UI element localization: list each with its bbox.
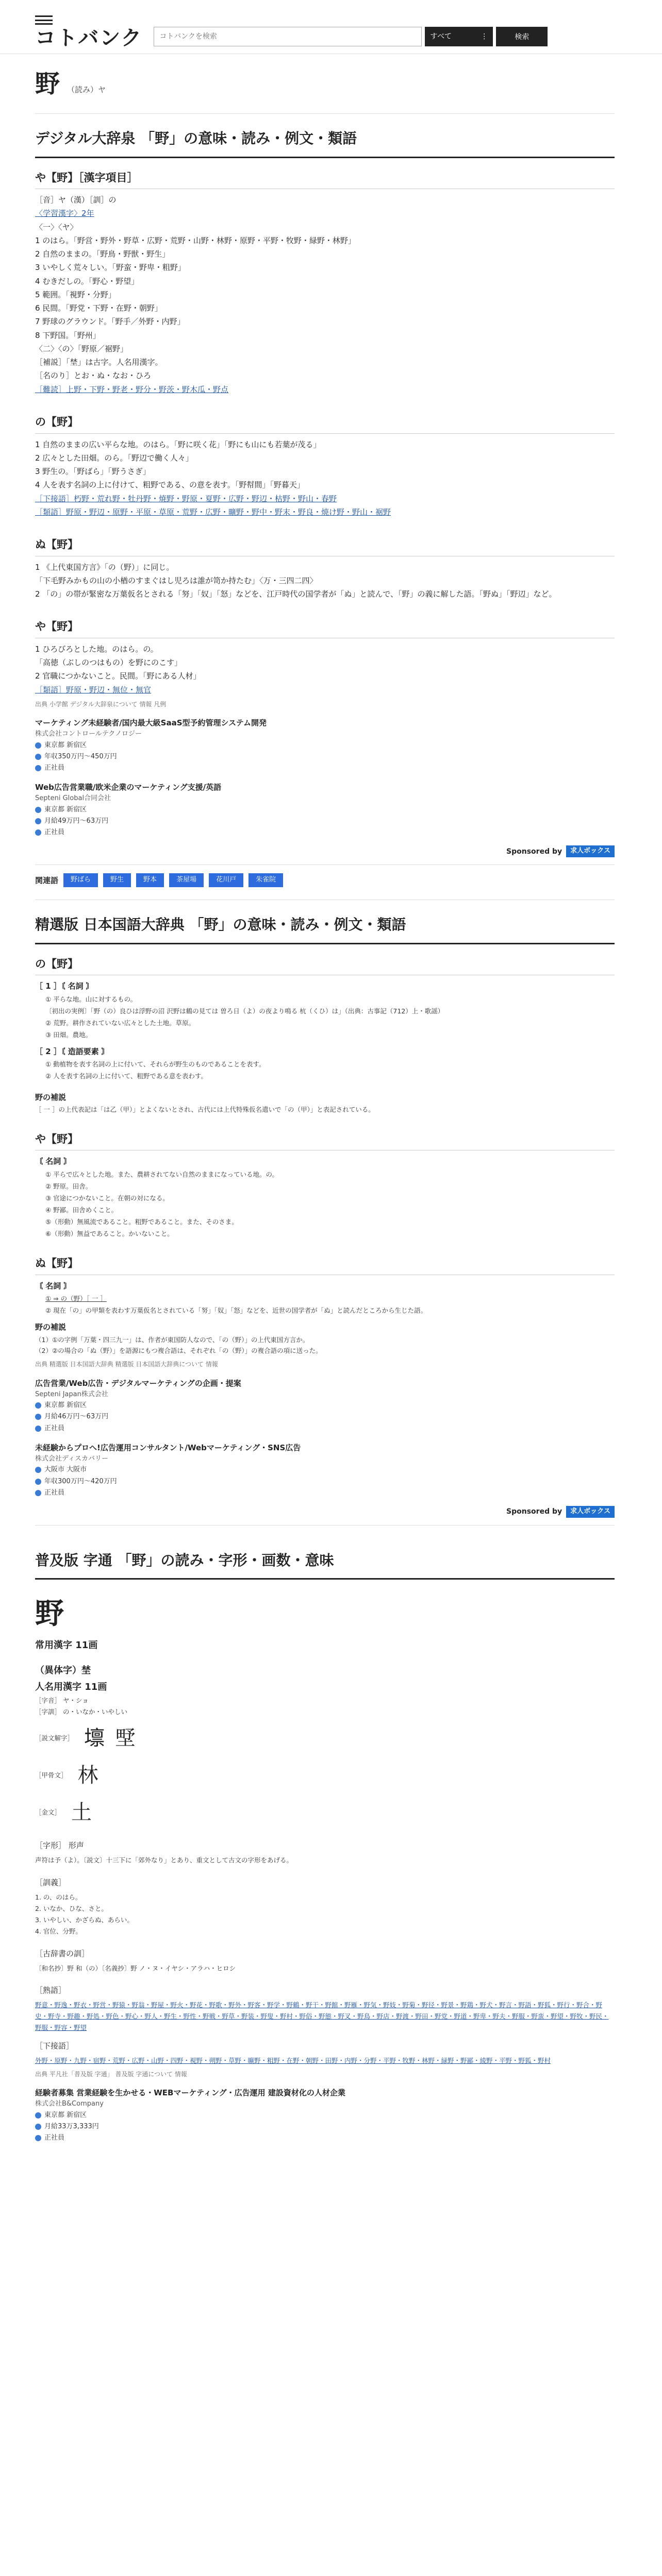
pay-text: 年収300万円〜420万円 [44,1477,117,1485]
job-ad-pay [35,1476,615,1487]
job-ad-title[interactable]: 経験者募集 営業経験を生かせる・WEBマーケティング・広告運用 建設資材化の人材企業 [35,2088,345,2098]
sponsor-logo[interactable]: 求人ボックス [566,1506,615,1518]
location-pin-icon [35,2112,41,2119]
yen-icon [35,2124,41,2130]
suffix-heading: ［下接語］ [35,2041,74,2051]
entry-heading: や【野】 [35,618,615,638]
sense-item: ④ 野鄙。田舎めくこと。 [45,1206,118,1214]
job-ad-type [35,1423,615,1434]
job-ad[interactable] [35,2087,615,2144]
sense-item: 4 むきだしの。「野心・野望」 [35,276,139,286]
variant-form: （異体字）埜 [35,1665,91,1676]
entry-heading: ぬ【野】 [35,536,615,556]
location-text: 東京都 新宿区 [44,2111,87,2119]
kungi-item: 4. 官位、分野。 [35,1927,82,1935]
briefcase-icon [35,829,41,836]
briefcase-icon [35,1426,41,1432]
sense-item: 8 下野国。「野州」 [35,330,101,340]
sense-item: ⑤（形動）無風流であること。粗野であること。また、そのさま。 [45,1218,238,1226]
reading-on: ［字音］ ヤ・ショ [35,1697,89,1705]
sense-item: ［名のり］とお・ぬ・なお・ひろ [35,371,152,381]
job-ad[interactable] [35,1377,615,1434]
logo-group [35,15,142,48]
search-button[interactable]: 検索 [496,27,548,46]
source-note: 出典 精選版 日本国語大辞典 精選版 日本国語大辞典について 情報 [35,1361,218,1368]
headword-kanji: 野 [35,70,60,98]
kungi-item: 3. いやしい、かざらぬ、あらい。 [35,1916,134,1924]
briefcase-icon [35,765,41,771]
sense-item: ③ 田畑。農地。 [45,1030,92,1039]
sense-item[interactable]: ［難読］上野・下野・野老・野分・野茨・野木瓜・野点 [35,384,229,394]
sense-item: 1 のはら。「野営・野外・野草・広野・荒野・山野・林野・原野・平野・牧野・緑野・林野」 [35,235,356,245]
section-jitsu [35,1536,615,2144]
sense-list [35,234,615,396]
glyph-image: 林 [77,1764,98,1788]
glyph-image: 𡒄 [84,1726,105,1751]
sense-item[interactable]: ① ⇒ の（野）［ 一 ］ [45,1295,107,1303]
job-ad-location [35,804,615,816]
glyph-row [35,1759,615,1792]
type-text: 正社員 [44,1488,65,1497]
pos-label: 〘 名詞 〙 [35,1281,72,1291]
sense-item: ② 現在「の」の甲類を表わす万葉仮名とされている「努」「奴」「怒」などを、近世の国学者が「ぬ」と読んだところから生じた語。 [45,1307,427,1315]
citation: 〔初出の実例〕「野（の）良ひは浮野の沼 沢野は鶴の見ては 曽ろ日（よ）の夜より鳴る 杭（くひ）は」（出典：古事記（712）上・歌謡） [45,1007,444,1015]
related-tag[interactable]: 朱雀院 [249,873,283,887]
kanji-grade: 常用漢字 11画 [35,1639,98,1651]
related-tag[interactable]: 野生 [103,873,131,887]
sense-item: ③ 官途につかないこと。在朝の対になる。 [45,1194,169,1202]
scope-label: すべて [430,32,452,41]
sense-item: 7 野球のグラウンド。「野手／外野・内野」 [35,317,185,327]
chevron-down-icon: ⋮ [481,32,488,41]
koji-text: 〔和名抄〕野 和（の）〔名義抄〕野 ノ・ヌ・イヤシ・アラハ・ヒロシ [35,1964,236,1972]
job-ad-pay [35,816,615,827]
usage-note: ［ 一 ］の上代表記は「は乙（甲）」とよくないとされ、古代には上代特殊仮名遣いで「の（甲）」と表記されている。 [35,1105,375,1113]
jikei-text: 声符は予（よ）。〔説文〕十三下に「郊外なり」とあり、重文として古文の字形をあげる。 [35,1856,293,1865]
menu-icon[interactable] [35,15,53,25]
pay-text: 年収350万円〜450万円 [44,753,117,761]
job-ad-company: 株式会社B&Company [35,2100,104,2108]
sense-item: 「高徳（ぶしのつはもの）を野にのこす」 [35,658,183,668]
type-text: 正社員 [44,828,65,837]
sense-list [35,642,615,697]
sense-item: 2 「の」の帯が緊密な万葉仮名とされる「努」「奴」「怒」などを、江戸時代の国学者が「ぬ」と読んで、「野」の義に解した語。「野ぬ」「野辺」など。 [35,589,557,599]
sense-item: ① 平らで広々とした地。また、農耕されてない自然のままになっている地。の。 [45,1170,279,1178]
kungi-heading: ［訓義］ [35,1878,67,1888]
search-bar [154,27,548,46]
top-bar [0,0,662,54]
glyph-row [35,1722,615,1755]
yen-icon [35,754,41,760]
sense-item: ［補説］「埜」は古字。人名用漢字。 [35,358,163,367]
job-ad-type [35,1487,615,1499]
pos-label: 〘 名詞 〙 [35,1157,72,1166]
sponsor-logo[interactable]: 求人ボックス [566,845,615,857]
location-text: 東京都 新宿区 [44,1401,87,1410]
job-ad-pay [35,1411,615,1422]
location-pin-icon [35,807,41,813]
sense-item: 2 広々とした田畑。のら。「野辺で働く人々」 [35,453,193,463]
entry-heading: の【野】 [35,956,615,976]
glyph-label: ［金文］ [35,1808,61,1817]
site-logo[interactable]: コトバンク [35,26,143,50]
sense-item: 1 《上代東国方言》「の（野）」に同じ。 [35,562,174,572]
sense-item: ② 野原。田舎。 [45,1182,92,1190]
pos-label: ［ 2 ］〘 造語要素 〙 [35,1047,109,1057]
related-words [35,865,615,900]
sense-item: 1 ひろびろとした地。のはら。の。 [35,644,158,654]
glyph-image: 土 [71,1801,92,1825]
entry-heading: や【野】 [35,1131,615,1151]
job-ad-company: 株式会社コントロールテクノロジー [35,730,142,738]
job-ad-title[interactable]: マーケティング未経験者/国内最大級SaaS型予約管理システム開発 [35,718,267,728]
pay-text: 月給49万円〜63万円 [44,817,109,825]
usage-note: （2）②の場合の「ぬ（野）」を語源にもつ複合語は、それぞれ「の（野）」の複合語の項に送った。 [35,1347,322,1355]
sense-item[interactable]: ［類語］野原・野辺・無位・無官 [35,685,152,694]
glyph-label: ［甲骨文］ [35,1771,68,1780]
sense-item: 「下毛野みかもの山の小楢のすまぐはし児ろは誰が笥か持たむ」〈万・三四二四〉 [35,575,318,585]
sense-item: ⑥（形動）無益であること。かいないこと。 [45,1230,174,1238]
sense-item: 3 いやしく荒々しい。「野蛮・野卑・粗野」 [35,263,186,273]
koji-heading: ［古辞書の訓］ [35,1948,90,1958]
sense-item: 3 野生の。「野ばら」「野うさぎ」 [35,467,151,477]
job-ad-type [35,827,615,838]
yen-icon [35,1479,41,1485]
related-tag[interactable]: 茶屋場 [169,873,204,887]
related-tag[interactable]: 野本 [136,873,164,887]
job-ad-title[interactable]: 広告営業/Web広告・デジタルマーケティングの企画・提案 [35,1378,241,1388]
sense-list [35,561,615,601]
pay-text: 月給33万3,333円 [44,2122,99,2130]
pos-label: ［ 1 ］〘 名詞 〙 [35,981,94,991]
yen-icon [35,818,41,824]
compound-heading: ［熟語］ [35,1986,67,1995]
job-ad-pay [35,2121,615,2132]
job-ad[interactable] [35,1442,615,1499]
type-text: 正社員 [44,2134,65,2142]
job-ad-location [35,1464,615,1476]
glyph-row [35,1796,615,1829]
usage-note: （1）①の字例「万葉・四三九一」は、作者が東国防人なので、「の（野）」の上代東国方言か。 [35,1335,309,1344]
sense-item: 5 範囲。「視野・分野」 [35,290,116,299]
source-note: 出典 小学館 デジタル大辞泉について 情報 凡例 [35,700,167,708]
entry-heading: の【野】 [35,414,615,434]
kanji-heading: 野 [35,1597,64,1631]
location-text: 東京都 新宿区 [44,741,87,749]
entry-meta-link[interactable]: 〈学習漢字〉2年 [35,209,94,218]
briefcase-icon [35,1490,41,1496]
job-ad-company: 株式会社ディスカバリー [35,1454,108,1463]
entry-meta: ［音］ヤ（漢）［訓］の [35,195,117,205]
job-ad-type [35,2132,615,2144]
sponsor-label: Sponsored by [506,847,562,856]
related-tag[interactable]: 野ばら [63,873,98,887]
reading-kun: ［字訓］ の・いなか・いやしい [35,1708,127,1716]
type-text: 正社員 [44,1424,65,1432]
sense-item: ① 動植物を表す名詞の上に付いて、それらが野生のものであることを表す。 [45,1060,266,1069]
sense-item[interactable]: ［下接語］朽野・荒れ野・牡丹野・焼野・野原・夏野・広野・野辺・枯野・野山・春野 [35,494,337,503]
job-ad-title[interactable]: Web広告営業職/欧米企業のマーケティング支援/英語 [35,783,222,792]
kungi-item: 1. の、のはら。 [35,1893,82,1902]
kungi-item: 2. いなか、ひな、さと。 [35,1904,108,1912]
sense-item: 2 自然のままの。「野鳥・野獣・野生」 [35,249,170,259]
location-text: 大阪市 大阪市 [44,1466,87,1474]
briefcase-icon [35,2135,41,2141]
entry-heading: や【野】［漢字項目］ [35,170,615,190]
sponsor-label: Sponsored by [506,1507,562,1516]
job-ad-title[interactable]: 未経験からプロへ!広告運用コンサルタント/Webマーケティング・SNS広告 [35,1443,301,1452]
section-title: デジタル大辞泉 「野」の意味・読み・例文・類語 [35,114,615,158]
section-title: 精選版 日本国語大辞典 「野」の意味・読み・例文・類語 [35,900,615,944]
yen-icon [35,1414,41,1420]
sense-list [35,438,615,519]
main-content [35,54,615,2144]
sense-item: 1 自然のままの広い平らな地。のはら。「野に咲く花」「野にも山にも若葉が茂る」 [35,439,321,449]
sense-item: ② 荒野。耕作されていない広々とした土地。草原。 [45,1019,195,1027]
sense-item: 〈二〉〈の〉「野原／裾野」 [35,344,128,353]
sense-item: 2 官職につかないこと。民間。「野にある人材」 [35,671,201,681]
glyph-image: 㙒 [115,1726,136,1751]
entry-subheading: 〈一〉〈ヤ〉 [35,222,78,232]
sponsor-line [35,1501,615,1526]
sense-item: ② 人を表す名詞の上に付いて、粗野である意を表わす。 [45,1072,207,1080]
type-text: 正社員 [44,764,65,772]
related-label: 関連語 [35,875,59,885]
job-ad-company: Septeni Global合同会社 [35,794,111,803]
section-nikkoku [35,900,615,1526]
job-ad-type [35,762,615,774]
location-pin-icon [35,1402,41,1409]
scope-select[interactable] [425,27,493,46]
variant-grade: 人名用漢字 11画 [35,1681,107,1692]
usage-note-heading: 野の補説 [35,1323,67,1332]
location-pin-icon [35,1467,41,1473]
pay-text: 月給46万円〜63万円 [44,1413,109,1421]
sense-item[interactable]: ［類語］野原・野辺・原野・平原・草原・荒野・広野・曠野・野中・野末・野良・焼け野・野山・裾野 [35,507,391,517]
location-text: 東京都 新宿区 [44,806,87,814]
related-tag[interactable]: 花川戸 [209,873,243,887]
job-ad[interactable] [35,717,615,774]
job-ad-location [35,740,615,751]
entry-heading: ぬ【野】 [35,1255,615,1275]
job-ad-company: Septeni Japan株式会社 [35,1390,108,1398]
headword [35,54,615,114]
location-pin-icon [35,742,41,749]
job-ad-pay [35,751,615,762]
search-input[interactable] [154,27,422,46]
section-daijisen [35,114,615,900]
sponsor-line [35,840,615,865]
job-ad[interactable] [35,781,615,838]
section-title: 普及版 字通 「野」の読み・字形・画数・意味 [35,1536,615,1580]
headword-reading: （読み）ヤ [67,85,106,94]
suffix-list[interactable]: 外野・原野・九野・宿野・荒野・広野・山野・四野・視野・朔野・草野・曠野・粗野・在野・朝野・田野・内野・分野・平野・牧野・林野・緑野・野鄙・綾野・平野・野狐・野村 [35,2057,551,2065]
usage-note-heading: 野の補説 [35,1092,67,1102]
jikei-heading: ［字形］ 形声 [35,1841,84,1851]
compound-list[interactable]: 野意・野逸・野衣・野営・野猿・野翁・野屋・野火・野花・野歌・野外・野客・野学・野鶴・野干・野館・野雁・野気・野妓・野菊・野径・野景・野鶏・野犬・野言・野語・野狐・野行・野合・野史・野寺・野趣・野処・野色・野心・野人・野生・野性・野戦・野草・野装・野叟・野村・野俗・野態・野叉・野鳥・野店・野渡・野田・野党・野道・野卑・野夫・野服・野蛮・野望・野牧・野民・野服・野容・野望 [35,2001,609,2032]
sense-item: ① 平らな地。山に対するもの。 [45,995,137,1003]
source-note: 出典 平凡社「普及版 字通」 普及版 字通について 情報 [35,2070,187,2078]
job-ad-location [35,1400,615,1411]
job-ad-location [35,2110,615,2121]
glyph-label: ［説文解字］ [35,1734,74,1742]
sense-item: 6 民間。「野党・下野・在野・朝野」 [35,303,162,313]
sense-item: 4 人を表す名詞の上に付けて、粗野である、の意を表す。「野幇間」「野暮天」 [35,480,305,490]
